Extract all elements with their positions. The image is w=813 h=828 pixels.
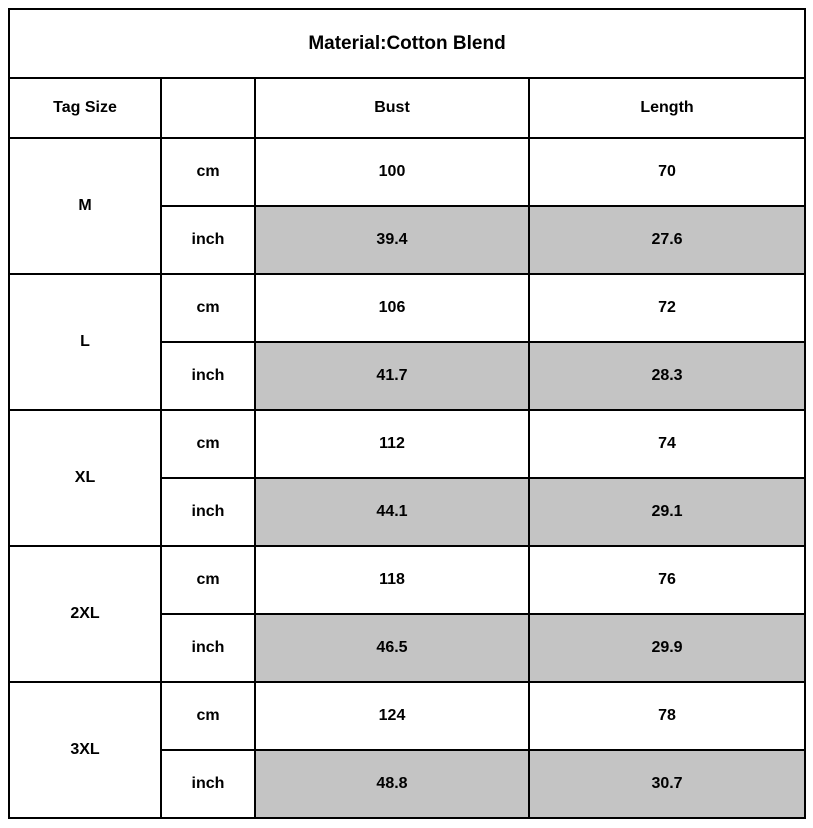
unit-cm: cm xyxy=(161,410,255,478)
size-label: L xyxy=(9,274,161,410)
unit-cm: cm xyxy=(161,274,255,342)
header-unit xyxy=(161,78,255,138)
table-row xyxy=(9,546,805,614)
bust-cm: 118 xyxy=(255,546,529,614)
length-cm: 72 xyxy=(529,274,805,342)
header-bust: Bust xyxy=(255,78,529,138)
header-tag-size: Tag Size xyxy=(9,78,161,138)
bust-inch: 48.8 xyxy=(255,750,529,818)
length-cm: 76 xyxy=(529,546,805,614)
bust-cm: 106 xyxy=(255,274,529,342)
bust-cm: 112 xyxy=(255,410,529,478)
size-chart xyxy=(8,8,805,820)
title-row xyxy=(9,9,805,78)
size-label: M xyxy=(9,138,161,274)
length-inch: 27.6 xyxy=(529,206,805,274)
bust-inch: 41.7 xyxy=(255,342,529,410)
bust-cm: 124 xyxy=(255,682,529,750)
size-label: 2XL xyxy=(9,546,161,682)
length-inch: 30.7 xyxy=(529,750,805,818)
bust-inch: 46.5 xyxy=(255,614,529,682)
size-label: XL xyxy=(9,410,161,546)
table-row xyxy=(9,138,805,206)
table-title: Material:Cotton Blend xyxy=(9,9,805,78)
size-table xyxy=(8,8,806,819)
header-length: Length xyxy=(529,78,805,138)
table-row xyxy=(9,410,805,478)
length-inch: 29.1 xyxy=(529,478,805,546)
unit-inch: inch xyxy=(161,206,255,274)
length-inch: 29.9 xyxy=(529,614,805,682)
bust-inch: 44.1 xyxy=(255,478,529,546)
length-cm: 78 xyxy=(529,682,805,750)
bust-inch: 39.4 xyxy=(255,206,529,274)
length-cm: 70 xyxy=(529,138,805,206)
unit-cm: cm xyxy=(161,546,255,614)
header-row xyxy=(9,78,805,138)
unit-cm: cm xyxy=(161,682,255,750)
length-inch: 28.3 xyxy=(529,342,805,410)
bust-cm: 100 xyxy=(255,138,529,206)
unit-cm: cm xyxy=(161,138,255,206)
unit-inch: inch xyxy=(161,478,255,546)
unit-inch: inch xyxy=(161,750,255,818)
unit-inch: inch xyxy=(161,342,255,410)
length-cm: 74 xyxy=(529,410,805,478)
table-row xyxy=(9,274,805,342)
size-label: 3XL xyxy=(9,682,161,818)
table-row xyxy=(9,682,805,750)
unit-inch: inch xyxy=(161,614,255,682)
